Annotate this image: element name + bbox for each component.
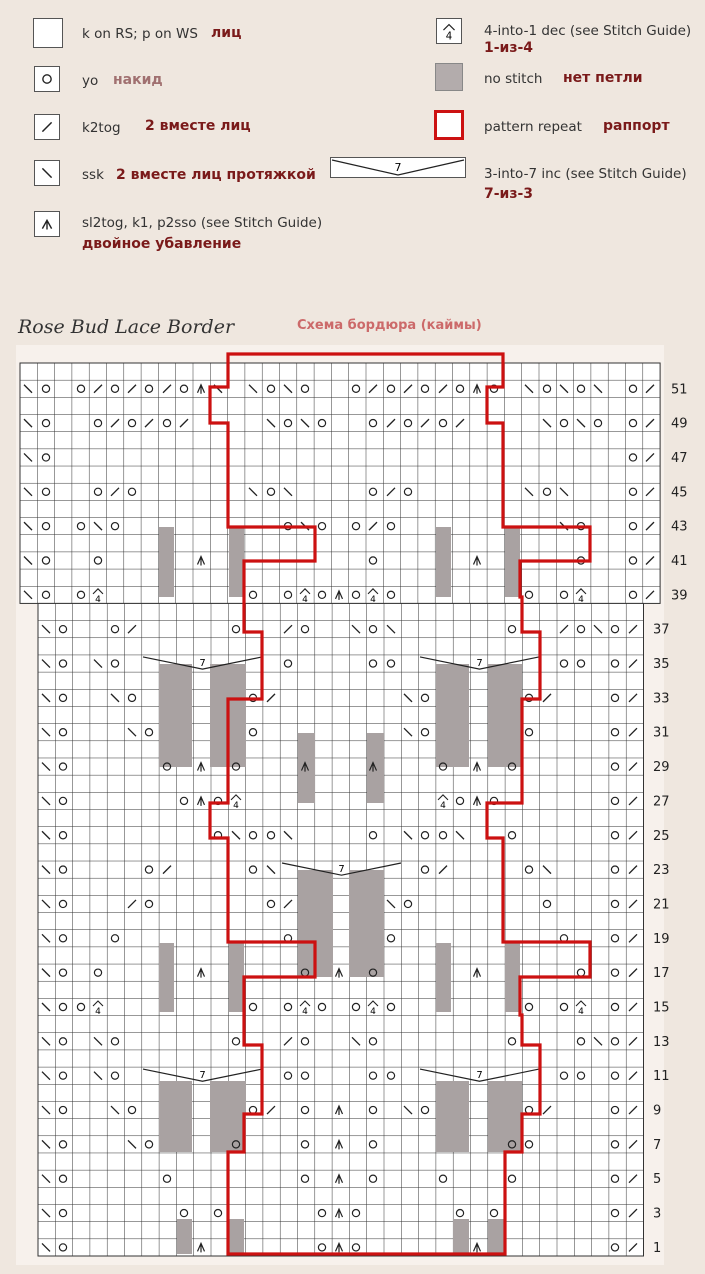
chart-title: Rose Bud Lace Border <box>18 316 235 338</box>
no-stitch-cell <box>488 1219 505 1254</box>
row-number: 43 <box>671 519 688 535</box>
no-stitch-cell <box>488 1081 522 1152</box>
no-stitch-cell <box>349 870 384 977</box>
row-number: 17 <box>653 966 670 982</box>
legend-dec4-ru: 1-из-4 <box>484 40 534 56</box>
row-number: 49 <box>671 416 688 432</box>
dec4-symbol-number: 4 <box>95 1006 101 1017</box>
legend-k2tog-ru: 2 вместе лиц <box>145 118 251 134</box>
row-number: 45 <box>671 485 688 501</box>
row-number: 15 <box>653 1000 670 1016</box>
legend-yo-label: yo <box>82 73 99 89</box>
no-stitch-cell <box>159 664 192 767</box>
legend-nostitch-label: no stitch <box>484 71 543 87</box>
no-stitch-cell <box>229 943 244 1012</box>
row-number: 41 <box>671 553 688 569</box>
inc7-symbol-number: 7 <box>338 864 345 876</box>
dec4-symbol-number: 4 <box>302 1006 308 1017</box>
no-stitch-cell <box>436 1081 469 1152</box>
legend-sl2tog-ru: двойное убавление <box>82 236 242 252</box>
row-number: 11 <box>653 1069 670 1085</box>
row-number: 7 <box>653 1137 662 1153</box>
row-number: 21 <box>653 897 670 913</box>
row-number: 29 <box>653 760 670 776</box>
dec4-symbol-number: 4 <box>233 800 239 811</box>
no-stitch-cell <box>436 943 451 1012</box>
dec4-symbol-number: 4 <box>302 594 308 605</box>
inc7-symbol-number: 7 <box>476 657 483 669</box>
legend-k2tog-label: k2tog <box>82 120 121 136</box>
dec4-symbol-number: 4 <box>578 1006 584 1017</box>
inc7-symbol-number: 7 <box>394 161 402 174</box>
legend-knit-label: k on RS; p on WS <box>82 26 198 42</box>
row-number: 51 <box>671 382 688 398</box>
no-stitch-cell <box>505 527 520 597</box>
no-stitch-cell <box>228 1219 244 1254</box>
dec4-symbol-number: 4 <box>370 594 376 605</box>
legend-sl2tog-label: sl2tog, k1, p2sso (see Stitch Guide) <box>82 215 323 231</box>
row-number: 39 <box>671 588 688 604</box>
legend-repeat-ru: раппорт <box>603 118 670 134</box>
row-number: 35 <box>653 657 670 673</box>
row-number: 13 <box>653 1034 670 1050</box>
no-stitch-cell <box>159 1081 192 1152</box>
legend-ssk-label: ssk <box>82 167 104 183</box>
inc7-symbol-number: 7 <box>476 1070 483 1082</box>
inc7-symbol-number: 7 <box>199 1070 206 1082</box>
no-stitch-cell <box>177 1219 192 1254</box>
no-stitch-cell <box>488 664 522 767</box>
row-number: 5 <box>653 1172 662 1188</box>
row-number: 27 <box>653 794 670 810</box>
dec4-symbol-number: 4 <box>95 594 101 605</box>
no-stitch-cell <box>453 1219 469 1254</box>
row-number: 33 <box>653 691 670 707</box>
inc7-symbol-number: 7 <box>199 657 206 669</box>
no-stitch-cell <box>229 527 244 597</box>
no-stitch-cell <box>298 733 315 803</box>
row-number: 9 <box>653 1103 662 1119</box>
no-stitch-cell <box>210 1081 246 1152</box>
legend-ssk-ru: 2 вместе лиц протяжкой <box>116 167 316 183</box>
no-stitch-cell <box>436 664 469 767</box>
row-number: 37 <box>653 622 670 638</box>
legend-nostitch-ru: нет петли <box>563 70 643 86</box>
row-number: 25 <box>653 828 670 844</box>
row-number: 3 <box>653 1206 662 1222</box>
row-number: 23 <box>653 863 670 879</box>
chart-title-ru: Схема бордюра (каймы) <box>297 318 482 333</box>
dec4-symbol-number: 4 <box>578 594 584 605</box>
row-number: 31 <box>653 725 670 741</box>
legend-inc7-ru: 7-из-3 <box>484 186 534 202</box>
legend-inc7-label: 3-into-7 inc (see Stitch Guide) <box>484 166 687 182</box>
legend-yo-ru: накид <box>113 72 163 88</box>
dec4-symbol-number: 4 <box>445 31 453 43</box>
dec4-symbol-number: 4 <box>370 1006 376 1017</box>
row-number: 19 <box>653 931 670 947</box>
row-number: 47 <box>671 450 688 466</box>
dec4-symbol-number: 4 <box>440 800 446 811</box>
no-stitch-cell <box>505 943 520 1012</box>
no-stitch-cell <box>159 527 174 597</box>
legend-dec4-label: 4-into-1 dec (see Stitch Guide) <box>484 23 692 39</box>
no-stitch-cell <box>159 943 174 1012</box>
no-stitch-cell <box>436 527 451 597</box>
legend-knit-ru: лиц <box>211 25 242 41</box>
legend-repeat-label: pattern repeat <box>484 119 582 135</box>
row-number: 1 <box>653 1240 662 1256</box>
